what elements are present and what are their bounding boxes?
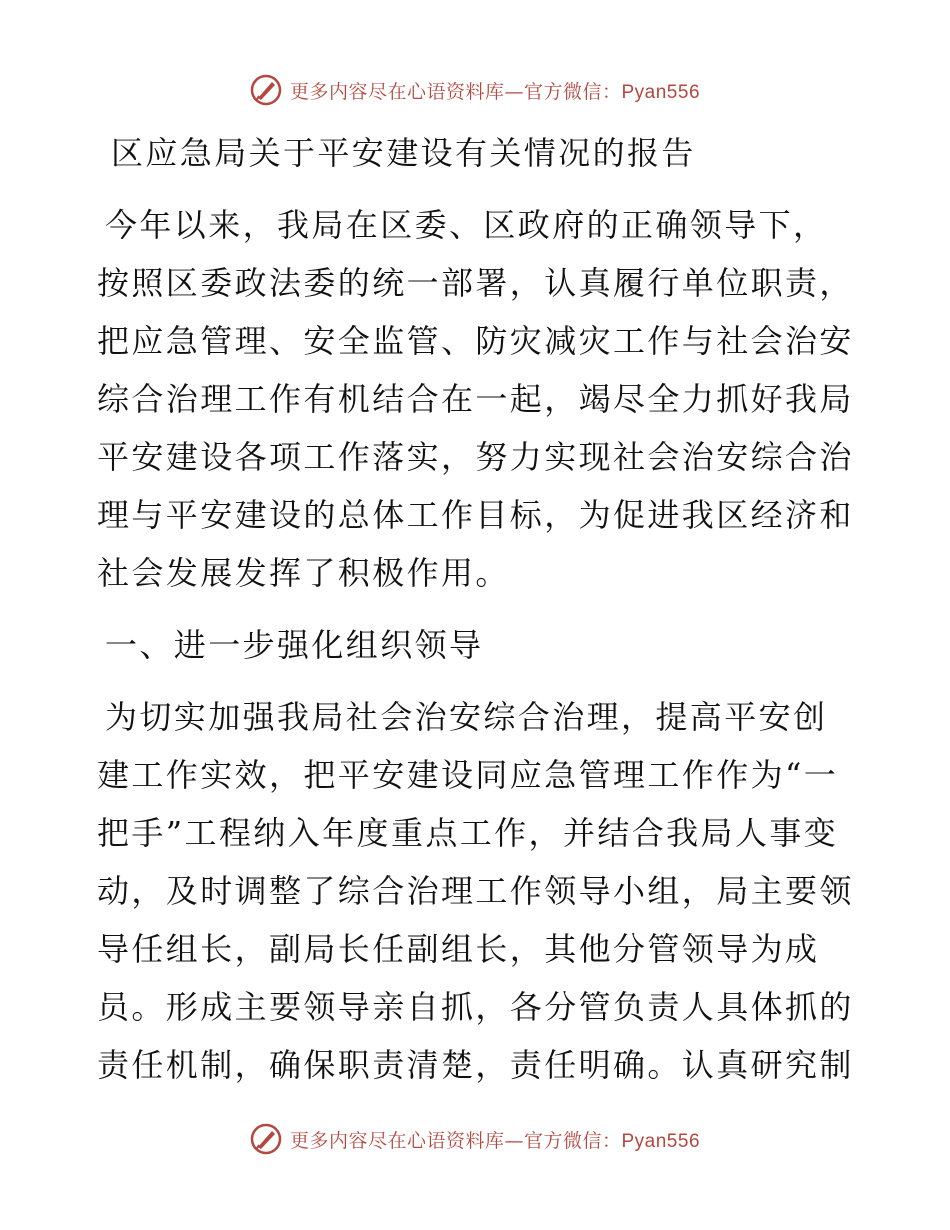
watermark-wechat-id: Pyan556 (621, 81, 701, 103)
paragraph-line: 建工作实效，把平安建设同应急管理工作作为“一 (97, 756, 839, 794)
document-body (97, 124, 857, 1094)
watermark-dash: — (504, 80, 524, 103)
paragraph-line: 按照区委政法委的统一部署，认真履行单位职责， (97, 264, 854, 302)
footer-watermark (0, 1119, 950, 1159)
paragraph-line: 动，及时调整了综合治理工作领导小组，局主要领 (97, 872, 854, 910)
watermark-dash: — (504, 1129, 524, 1152)
spacer (97, 182, 857, 196)
spacer (97, 674, 857, 688)
paragraph-line: 社会发展发挥了积极作用。 (97, 554, 510, 592)
paragraph-line: 综合治理工作有机结合在一起，竭尽全力抓好我局 (97, 380, 854, 418)
watermark-text-cn: 更多内容尽在心语资料库 (289, 80, 505, 103)
paragraph-line: 把应急管理、安全监管、防灾减灾工作与社会治安 (97, 322, 854, 360)
section-heading: 一、进一步强化组织领导 (105, 626, 484, 664)
paragraph-line: 为切实加强我局社会治安综合治理，提高平安创 (105, 698, 828, 736)
paragraph-line: 理与平安建设的总体工作目标，为促进我区经济和 (97, 496, 854, 534)
watermark-text-cn: 更多内容尽在心语资料库 (289, 1129, 505, 1152)
watermark-wechat-label: 官方微信： (523, 1129, 622, 1152)
header-watermark (0, 70, 950, 110)
quill-logo-icon (250, 1123, 282, 1155)
watermark-wechat-label: 官方微信： (523, 80, 622, 103)
paragraph-line: 把手”工程纳入年度重点工作，并结合我局人事变 (97, 814, 839, 852)
document-title: 区应急局关于平安建设有关情况的报告 (111, 134, 696, 172)
paragraph-line: 今年以来，我局在区委、区政府的正确领导下， (105, 206, 828, 244)
watermark-wechat-id: Pyan556 (621, 1130, 701, 1152)
watermark-text (290, 1126, 700, 1153)
paragraph-line: 导任组长，副局长任副组长，其他分管领导为成 (97, 930, 820, 968)
watermark-text (290, 77, 700, 104)
quill-logo-icon (250, 74, 282, 106)
paragraph-line: 平安建设各项工作落实，努力实现社会治安综合治 (97, 438, 854, 476)
spacer (97, 602, 857, 616)
paragraph-line: 员。形成主要领导亲自抓，各分管负责人具体抓的 (97, 988, 854, 1026)
paragraph-line: 责任机制，确保职责清楚，责任明确。认真研究制 (97, 1046, 854, 1084)
